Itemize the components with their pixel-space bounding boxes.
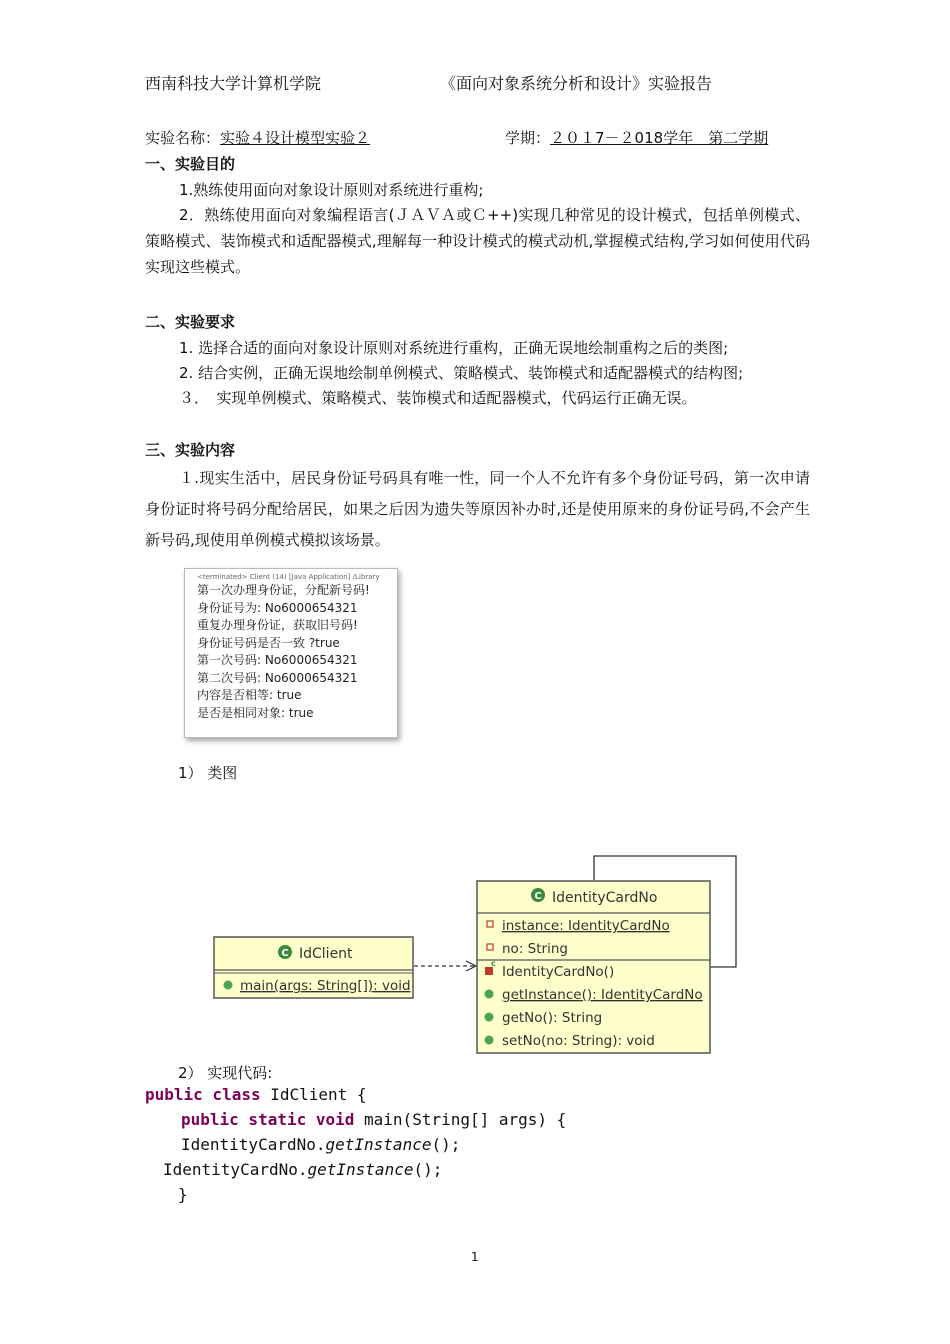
identitycardno-class-name: IdentityCardNo [552,890,658,906]
code-keyword: public class [145,1085,261,1104]
code-text: IdClient { [260,1085,367,1104]
field-no: no: String [502,941,568,957]
console-line: 身份证号为: No6000654321 [197,600,358,615]
private-constructor-icon [485,967,493,975]
code-text: (); [413,1160,443,1179]
section-1-title: 一、实验目的 [145,155,236,173]
code-line-1 [145,1085,367,1104]
term-value: ２０１7－２018学年 第二学期 [550,129,769,147]
console-line: 内容是否相等: true [197,688,302,702]
section-2-title: 二、实验要求 [145,313,236,331]
code-label: 2） 实现代码: [178,1064,273,1082]
section-2-item-3: ３． 实现单例模式、策略模式、装饰模式和适配器模式，代码运行正确无误。 [179,389,697,407]
svg-text:c: c [491,959,496,968]
section-3-item-1: １.现实生活中，居民身份证号码具有唯一性，同一个人不允许有多个身份证号码，第一次申请身份证时将号码分配给居民，如果之后因为遗失等原因补办时,还是使用原来的身份证号码,不会产生新号码,现使用单例模式模拟该场景。 [145,469,810,549]
console-line: 身份证号码是否一致 ?true [197,635,340,650]
section-1-item-1: 1.熟练使用面向对象设计原则对系统进行重构; [179,181,484,199]
console-line: 是否是相同对象: true [197,705,314,720]
identitycardno-class-box [477,881,710,1053]
method-setno: setNo(no: String): void [502,1033,655,1049]
experiment-name-label: 实验名称： [145,129,221,147]
experiment-name-value: 实验４设计模型实验２ [220,129,371,147]
console-line: 第二次号码: No6000654321 [197,670,358,685]
public-method-icon [485,990,494,999]
header-course: 《面向对象系统分析和设计》实验报告 [440,74,713,93]
console-line: 第一次号码: No6000654321 [197,653,358,667]
public-method-icon [224,981,233,990]
code-text: main(String[] args) { [354,1110,567,1129]
idclient-class-box [214,937,413,998]
console-line: 第一次办理身份证，分配新号码! [197,583,370,597]
code-keyword: public static void [181,1110,355,1129]
idclient-class-name: IdClient [299,946,353,962]
method-getno: getNo(): String [502,1010,603,1026]
code-static-method: getInstance [307,1160,414,1179]
code-line-3 [181,1135,460,1154]
code-line-5: } [178,1185,188,1204]
term-label: 学期： [505,129,551,147]
class-diagram-label: 1） 类图 [178,764,238,782]
public-method-icon [485,1036,494,1045]
section-2-item-1: 1. 选择合适的面向对象设计原则对系统进行重构，正确无误地绘制重构之后的类图; [179,339,729,357]
method-constructor: IdentityCardNo() [502,964,615,980]
section-3-title: 三、实验内容 [145,441,236,459]
section-2-item-2: 2. 结合实例，正确无误地绘制单例模式、策略模式、装饰模式和适配器模式的结构图; [179,364,744,382]
code-static-method: getInstance [325,1135,432,1154]
code-text: (); [431,1135,461,1154]
code-text: IdentityCardNo. [163,1160,308,1179]
console-terminated-label: <terminated> Client (14) [Java Application] /Library [197,573,380,581]
page-number: 1 [471,1250,479,1264]
method-getinstance: getInstance(): IdentityCardNo [502,987,703,1003]
header-school: 西南科技大学计算机学院 [145,74,322,93]
code-line-2 [181,1110,566,1129]
section-1-item-2: 2．熟练使用面向对象编程语言(ＪＡＶＡ或Ｃ++)实现几种常见的设计模式，包括单例模式、策略模式、装饰模式和适配器模式,理解每一种设计模式的模式动机,掌握模式结构,学习如何使用代码实现这些模式。 [145,206,810,276]
public-method-icon [485,1013,494,1022]
svg-text:C: C [281,948,289,959]
idclient-main-method: main(args: String[]): void [240,978,411,994]
code-line-4 [163,1160,442,1179]
code-text: IdentityCardNo. [181,1135,326,1154]
svg-text:C: C [534,891,542,902]
field-instance: instance: IdentityCardNo [502,918,670,934]
console-line: 重复办理身份证，获取旧号码! [197,618,358,632]
